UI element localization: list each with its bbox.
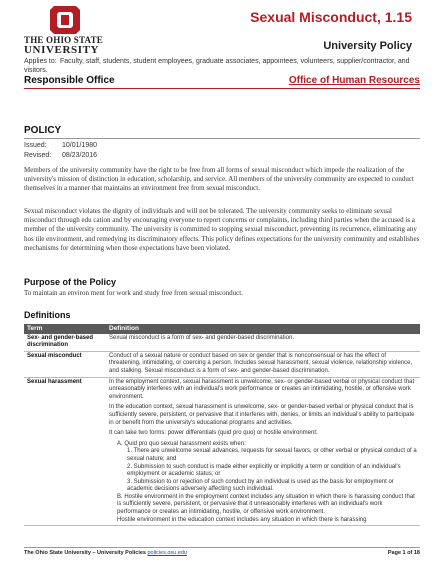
document-subtitle: University Policy <box>323 40 412 52</box>
definitions-table <box>24 324 420 526</box>
term-cell: Sexual harassment <box>24 377 106 526</box>
applies-to-text: Faculty, staff, students, student employees, graduate associates, appointees, volunteers, supplier/contractor, and visitors. <box>24 58 410 74</box>
issued-date: 10/01/1980 <box>62 142 98 149</box>
footer-source-text: The Ohio State University – University Policies <box>24 550 146 556</box>
term-cell: Sexual misconduct <box>24 351 106 377</box>
harassment-education: In the education context, sexual harassment is unwelcome, sex- or gender-based verbal or physical conduct that is sufficiently severe, persistent, or pervasive that it interferes with, denies, or limits an individual's ability to participate in or benefit from the university's educational programs and activities. <box>109 404 415 426</box>
purpose-text: To maintain an environ ment for work and study free from sexual misconduct. <box>24 289 243 297</box>
block-o-icon <box>50 6 80 34</box>
harassment-employment: In the employment context, sexual harassment is unwelcome, sex- or gender-based verbal or physical conduct that unreasonably interferes with an individual's work performance or creates an intimidating, hostile, or offensive work environment. <box>109 378 415 400</box>
table-row <box>24 334 420 352</box>
responsible-office-row <box>24 74 420 89</box>
university-logo <box>24 6 134 56</box>
table-row <box>24 377 420 526</box>
footer-policies-link[interactable]: policies.osu.edu <box>147 550 187 556</box>
policy-divider <box>24 138 420 139</box>
applies-to <box>24 57 420 75</box>
list-item: 3. Submission to or rejection of such conduct by an individual is used as the basis for employment or academic decisions adversely affecting such individual. <box>127 478 394 493</box>
document-title: Sexual Misconduct, 1.15 <box>250 9 412 25</box>
definition-cell <box>106 377 420 526</box>
issued-label: Issued: <box>24 142 47 149</box>
term-column-header: Term <box>24 324 106 334</box>
table-row <box>24 351 420 377</box>
revised-label: Revised: <box>24 152 52 159</box>
definitions-header-row <box>24 324 420 334</box>
list-item: A. Quid pro quo sexual harassment exists when: <box>117 440 246 447</box>
definition-column-header: Definition <box>106 324 420 334</box>
definition-cell: Sexual misconduct is a form of sex- and gender-based discrimination. <box>106 334 420 352</box>
definitions-heading: Definitions <box>24 310 71 320</box>
page-label: Page <box>387 550 402 556</box>
page-of-label: of <box>407 550 413 556</box>
policy-heading: POLICY <box>24 125 62 136</box>
page-number <box>388 550 420 556</box>
list-item: 1. There are unwelcome sexual advances, requests for sexual favors, or other verbal or physical conduct of a sexual nature; and <box>127 448 417 462</box>
definition-cell: Conduct of a sexual nature or conduct based on sex or gender that is nonconsensual or has the effect of threatening, intimidating, or coercing a person. Includes sexual harassment, sexual violence, relationship violence, and stalking. Sexual misconduct is a form of sex- and gender-based discrimination. <box>106 351 420 377</box>
purpose-heading: Purpose of the Policy <box>24 277 117 287</box>
revised-date: 08/23/2016 <box>62 152 98 159</box>
logo-wordmark-bottom: UNIVERSITY <box>24 44 100 56</box>
term-cell: Sex- and gender-based discrimination <box>24 334 106 352</box>
page-current: 1 <box>402 550 406 556</box>
logo-wordmark-top: THE OHIO STATE <box>24 35 103 45</box>
harassment-forms: It can take two forms: power differentials (quid pro quo) or hostile environment: <box>109 430 318 437</box>
policy-paragraph-2: Sexual misconduct violates the dignity of individuals and will not be tolerated. The university community seeks to eliminate sexual misconduct through edu cation and by encouraging everyone to report concerns or complaints, including third parties when the accused is a member of the university community. The university is committed to stopping sexual misconduct, preventing its recurrence, eliminating any hos tile environment, and remedying its discriminatory effects. This policy defines expectations for the university community and establishes mechanisms for determining when those expectations have been violated. <box>24 207 420 252</box>
applies-to-label: Applies to: <box>24 58 57 65</box>
page-footer <box>24 547 420 557</box>
list-item: 2. Submission to such conduct is made either explicitly or implicitly a term or condition of an individual's employment or academic status; or <box>127 463 401 478</box>
responsible-office-link[interactable]: Office of Human Resources <box>288 75 420 86</box>
list-item: Hostile environment in the education context includes any situation in which there is harassing <box>117 516 367 523</box>
list-item: B. Hostile environment in the employment context includes any situation in which there is harassing conduct that is sufficiently severe, persistent, or pervasive that it unreasonably interferes with an individual's work performance or creates an intimidating, hostile, or offensive work environment. <box>117 493 415 516</box>
footer-source <box>24 550 187 556</box>
page-total: 18 <box>413 550 420 556</box>
policy-dates <box>24 141 97 161</box>
responsible-office-label: Responsible Office <box>24 75 115 86</box>
policy-paragraph-1: Members of the university community have the right to be free from all forms of sexual misconduct which impede the realization of the university's mission of distinction in education, scholarship, and service. All members of the university community are expected to conduct themselves in a manner that maintains an environment free from sexual misconduct. <box>24 166 414 193</box>
